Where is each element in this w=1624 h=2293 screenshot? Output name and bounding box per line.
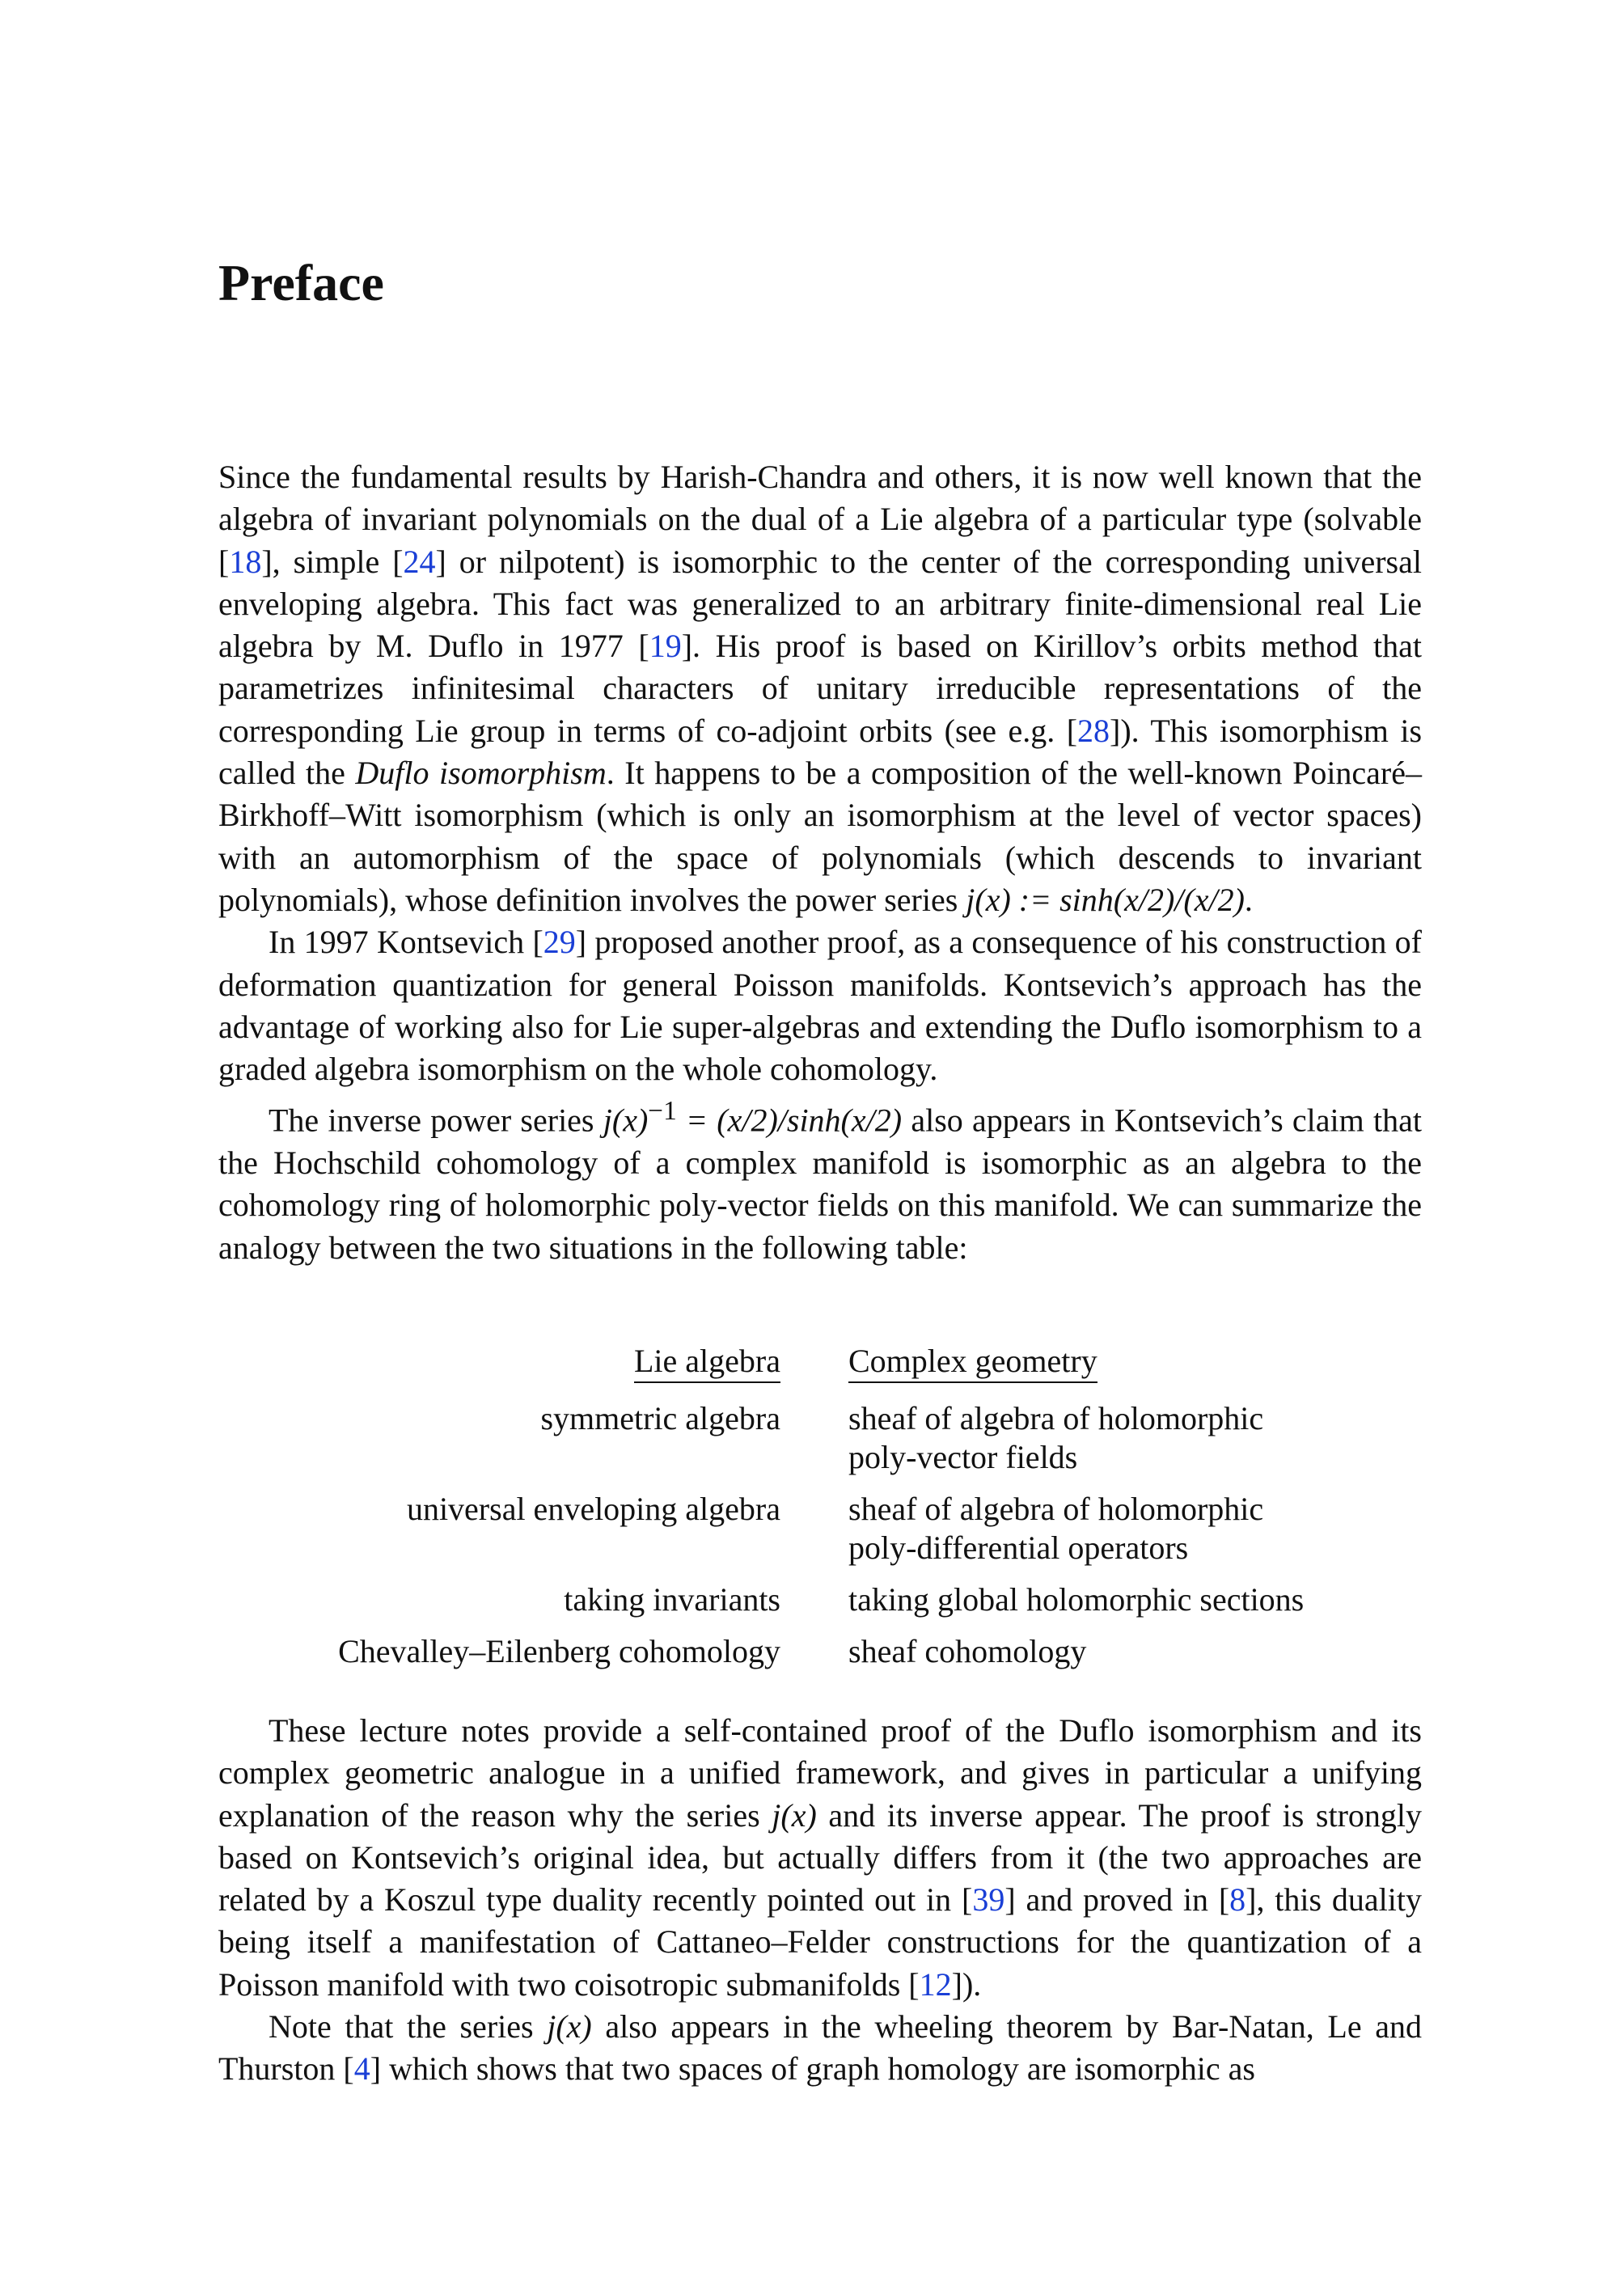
paragraph-2 bbox=[218, 921, 1422, 1090]
math-definition-j: j(x) := sinh(x/2)/(x/2) bbox=[966, 881, 1245, 918]
text-run: Since the fundamental results by Harish-Chandra and others, it is now well known that the algebra of invariant polynomials on the dual of a Lie algebra of a particular type (solvable [ bbox=[218, 459, 1422, 580]
table-header-row bbox=[218, 1342, 1422, 1383]
table-cell-left: universal enveloping algebra bbox=[406, 1491, 780, 1527]
text-run: ]). bbox=[951, 1965, 982, 2003]
paragraph-1 bbox=[218, 456, 1422, 921]
paragraph-4 bbox=[218, 1710, 1422, 2006]
text-run: ] and proved in [ bbox=[1004, 1881, 1230, 1919]
text-block-lower bbox=[218, 1710, 1422, 2091]
text-run: ]). This isomorphism is called the bbox=[218, 712, 1423, 792]
citation-link-18[interactable]: 18 bbox=[229, 543, 262, 580]
header-lie-algebra: Lie algebra bbox=[634, 1343, 780, 1383]
math-inverse-lhs: j(x) bbox=[603, 1102, 649, 1139]
text-run: ] which shows that two spaces of graph homology are isomorphic as bbox=[370, 2050, 1255, 2088]
text-run: ] or nilpotent) is isomorphic to the center of the corresponding universal enveloping algebra. This fact was generalized to an arbitrary finite-dimensional real Lie algebra by M. Duflo in 1977 [ bbox=[218, 543, 1422, 665]
table-header-cell bbox=[848, 1342, 1422, 1383]
text-run: and its inverse appear. The proof is strongly based on Kontsevich’s original idea, but actually differs from it (the two approaches are related by a Koszul type duality recently pointed out in [ bbox=[218, 1796, 1422, 1919]
text-run: The inverse power series bbox=[269, 1102, 603, 1139]
page-title: Preface bbox=[218, 254, 384, 311]
table-header-cell bbox=[218, 1342, 848, 1383]
cell-line: taking global holomorphic sections bbox=[848, 1581, 1305, 1618]
table-cell-right bbox=[848, 1383, 1422, 1477]
text-run: also appears in Kontsevich’s claim that the Hochschild cohomology of a complex manifold is isomorphic as an algebra to the cohomology ring of holomorphic poly-vector fields on this manifold. We can summarize the analogy between the two situations in the following table: bbox=[218, 1102, 1423, 1266]
table-row bbox=[218, 1567, 1422, 1619]
text-run: In 1997 Kontsevich [ bbox=[269, 924, 543, 961]
text-run: . It happens to be a composition of the well-known Poincaré–Birkhoff–Witt isomorphism (which is only an isomorphism at the level of vector spaces) with an automorphism of the space of polynomials (which descends to invariant polynomials), whose definition involves the power series bbox=[218, 755, 1423, 918]
citation-link-24[interactable]: 24 bbox=[403, 543, 436, 580]
citation-link-19[interactable]: 19 bbox=[649, 628, 682, 665]
citation-link-29[interactable]: 29 bbox=[543, 924, 576, 961]
text-run: Note that the series bbox=[269, 2008, 548, 2046]
text-block-upper bbox=[218, 456, 1422, 1269]
text-run: ], simple [ bbox=[261, 543, 404, 580]
citation-link-8[interactable]: 8 bbox=[1229, 1881, 1246, 1919]
table-cell-left: Chevalley–Eilenberg cohomology bbox=[338, 1633, 780, 1669]
table-cell-left: taking invariants bbox=[564, 1581, 780, 1618]
citation-link-12[interactable]: 12 bbox=[919, 1965, 952, 2003]
text-run: . bbox=[1244, 881, 1253, 918]
math-inverse-rhs: = (x/2)/sinh(x/2) bbox=[676, 1102, 903, 1139]
table-cell-right bbox=[848, 1619, 1422, 1671]
table-cell-right bbox=[848, 1567, 1422, 1619]
emphasis-duflo-isomorphism: Duflo isomorphism bbox=[355, 755, 607, 792]
text-run: These lecture notes provide a self-contained proof of the Duflo isomorphism and its complex geometric analogue in a unified framework, and gives in particular a unifying explanation of the reason why the series bbox=[218, 1712, 1422, 1834]
math-jx: j(x) bbox=[772, 1796, 817, 1834]
header-complex-geometry: Complex geometry bbox=[848, 1343, 1097, 1383]
citation-link-4[interactable]: 4 bbox=[353, 2050, 370, 2088]
cell-line: poly-differential operators bbox=[848, 1529, 1189, 1566]
text-run: ] proposed another proof, as a consequence of his construction of deformation quantization for general Poisson manifolds. Kontsevich’s approach has the advantage of working also for Lie super-algebras and extending the Duflo isomorphism to a graded algebra isomorphism on the whole cohomology. bbox=[218, 924, 1423, 1088]
paragraph-3 bbox=[218, 1090, 1422, 1269]
math-jx: j(x) bbox=[547, 2008, 592, 2046]
citation-link-39[interactable]: 39 bbox=[972, 1881, 1005, 1919]
table-row bbox=[218, 1383, 1422, 1477]
paragraph-5 bbox=[218, 2006, 1422, 2091]
cell-line: sheaf of algebra of holomorphic bbox=[848, 1491, 1264, 1527]
cell-line: poly-vector fields bbox=[848, 1439, 1078, 1475]
table-row bbox=[218, 1619, 1422, 1671]
table-cell-right bbox=[848, 1477, 1422, 1567]
analogy-table bbox=[218, 1342, 1422, 1671]
cell-line: sheaf of algebra of holomorphic bbox=[848, 1400, 1264, 1436]
table-cell-left: symmetric algebra bbox=[540, 1400, 780, 1436]
table-row bbox=[218, 1477, 1422, 1567]
text-run: ]. His proof is based on Kirillov’s orbits method that parametrizes infinitesimal characters of unitary irreducible representations of the corresponding Lie group in terms of co-adjoint orbits (see e.g. [ bbox=[218, 628, 1422, 749]
text-run: also appears in the wheeling theorem by Bar-Natan, Le and Thurston [ bbox=[218, 2008, 1422, 2088]
cell-line: sheaf cohomology bbox=[848, 1633, 1087, 1669]
text-run: ], this duality being itself a manifestation of Cattaneo–Felder constructions for the quantization of a Poisson manifold with two coisotropic submanifolds [ bbox=[218, 1881, 1422, 2003]
citation-link-28[interactable]: 28 bbox=[1077, 712, 1110, 749]
math-superscript: −1 bbox=[648, 1096, 677, 1127]
